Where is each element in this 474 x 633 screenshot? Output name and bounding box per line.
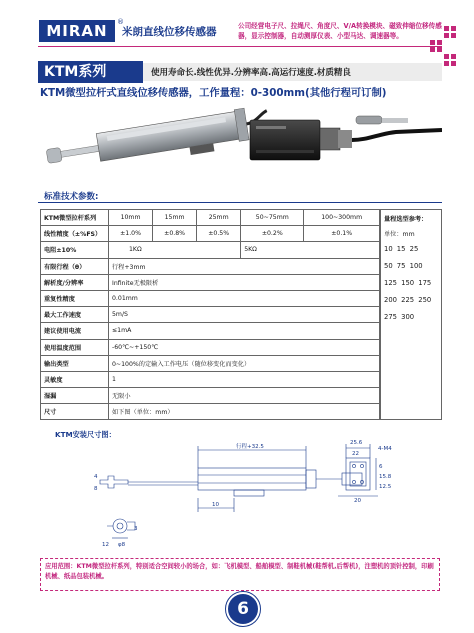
dim-25-6: 25.6: [350, 440, 363, 446]
title-bar: [38, 61, 442, 83]
row-label: 电阻±10%: [41, 242, 109, 258]
selection-unit: 单位：mm: [384, 231, 415, 238]
selection-title: 量程选型参考：: [384, 216, 428, 223]
dim-10: 10: [212, 502, 219, 508]
table-row: [41, 307, 380, 323]
row-label: 湿漏: [41, 388, 109, 404]
spec-table: [40, 209, 380, 420]
application-text: 应用范围：KTM微型拉杆系列，特别适合空间较小的场合，如：飞机模型、船舶模型、制鞋机械(鞋帮机,后帮机)，注塑机的顶针控制，印刷机械、纸品包装机械。: [45, 563, 434, 580]
dim-stroke: 行程+32.5: [236, 444, 264, 450]
dim-20: 20: [354, 498, 361, 504]
selection-row: 125 150 175: [384, 279, 432, 287]
dim-3: 3: [134, 526, 138, 532]
row-label: 建议使用电流: [41, 323, 109, 339]
selection-row: 10 15 25: [384, 245, 419, 253]
table-cell: ±1.0%: [109, 226, 153, 242]
table-row: [41, 323, 380, 339]
table-row: [41, 210, 380, 226]
table-row: [41, 371, 380, 387]
dim-15-8: 15.8: [379, 474, 392, 480]
row-label: 有限行程（θ）: [41, 258, 109, 274]
table-row: [41, 258, 380, 274]
brand-name: 米朗直线位移传感器: [122, 26, 217, 38]
table-cell: ±0.2%: [241, 226, 304, 242]
drawing-title: KTM安装尺寸图：: [55, 430, 116, 439]
features-text: 使用寿命长.线性优异.分辨率高.高运行速度.材质精良: [151, 68, 351, 78]
dim-4m4: 4-M4: [378, 446, 392, 452]
table-cell: 如下图（单位：mm）: [109, 404, 380, 420]
table-cell: ±0.5%: [197, 226, 241, 242]
product-subtitle: KTM微型拉杆式直线位移传感器，工作量程：0-300mm(其他行程可订制): [40, 87, 387, 99]
selection-row: 50 75 100: [384, 262, 423, 270]
table-row: [41, 274, 380, 290]
dim-12: 12: [102, 542, 109, 548]
table-row: [41, 339, 380, 355]
table-cell: 1KΩ: [109, 242, 241, 258]
installation-drawing: [38, 438, 442, 553]
table-cell: 25mm: [197, 210, 241, 226]
installation-drawing-svg: [38, 438, 442, 553]
table-cell: 行程+3mm: [109, 258, 380, 274]
series-title: KTM系列: [38, 61, 143, 83]
table-cell: 100~300mm: [304, 210, 380, 226]
table-row: [41, 388, 380, 404]
row-label: 解析度/分辨率: [41, 274, 109, 290]
row-label: 最大工作速度: [41, 307, 109, 323]
cross-square-icon: [444, 26, 456, 38]
table-cell: 1: [109, 371, 380, 387]
range-selection-box: [380, 209, 442, 420]
table-cell: 50~75mm: [241, 210, 304, 226]
table-cell: 无限小: [109, 388, 380, 404]
table-row: [41, 290, 380, 306]
table-row: [41, 355, 380, 371]
product-photo-illustration: [38, 100, 442, 182]
row-label: 灵敏度: [41, 371, 109, 387]
dim-8: 8: [94, 486, 98, 492]
row-label: 线性精度（±%FS）: [41, 226, 109, 242]
row-label: KTM微型拉杆系列: [41, 210, 109, 226]
table-cell: ≤1mA: [109, 323, 380, 339]
row-label: 使用温度范围: [41, 339, 109, 355]
table-cell: 15mm: [153, 210, 197, 226]
row-label: 重复性精度: [41, 290, 109, 306]
dim-4: 4: [94, 474, 98, 480]
dim-phi8: φ8: [118, 542, 126, 548]
selection-row: 200 225 250: [384, 296, 432, 304]
table-cell: -60℃~+150℃: [109, 339, 380, 355]
row-label: 尺寸: [41, 404, 109, 420]
row-label: 输出类型: [41, 355, 109, 371]
table-cell: Infinite无极限析: [109, 274, 380, 290]
spec-section-title: 标准技术参数:: [44, 192, 99, 202]
table-cell: 0~100%的定输入工作电压（随位移变化而变化）: [109, 355, 380, 371]
table-cell: ±0.1%: [304, 226, 380, 242]
selection-row: 275 300: [384, 313, 415, 321]
table-row: [41, 242, 380, 258]
header: [0, 0, 474, 62]
features-box: [143, 63, 442, 81]
company-tagline: 公司经营电子尺、拉绳尺、角度尺、V/A转换模块、磁致伸缩位移传感器，显示控制器，自动测厚仪表、小型马达、调速器等。: [238, 22, 442, 40]
product-photo: [38, 100, 442, 182]
dim-12-5: 12.5: [379, 484, 392, 490]
table-cell: 10mm: [109, 210, 153, 226]
cross-square-icon: [444, 54, 456, 66]
table-cell: 5KΩ: [241, 242, 380, 258]
table-cell: ±0.8%: [153, 226, 197, 242]
table-row: [41, 226, 380, 242]
logo: MIRAN: [39, 20, 115, 42]
table-cell: 0.01mm: [109, 290, 380, 306]
dim-22: 22: [352, 451, 359, 457]
page-number: 6: [228, 594, 258, 624]
table-row: [41, 404, 380, 420]
dim-6: 6: [379, 464, 383, 470]
application-box: [40, 558, 440, 591]
header-divider: [38, 46, 442, 47]
spec-section-divider: [38, 202, 442, 203]
registered-mark: ®: [117, 18, 124, 26]
table-cell: 5m/S: [109, 307, 380, 323]
